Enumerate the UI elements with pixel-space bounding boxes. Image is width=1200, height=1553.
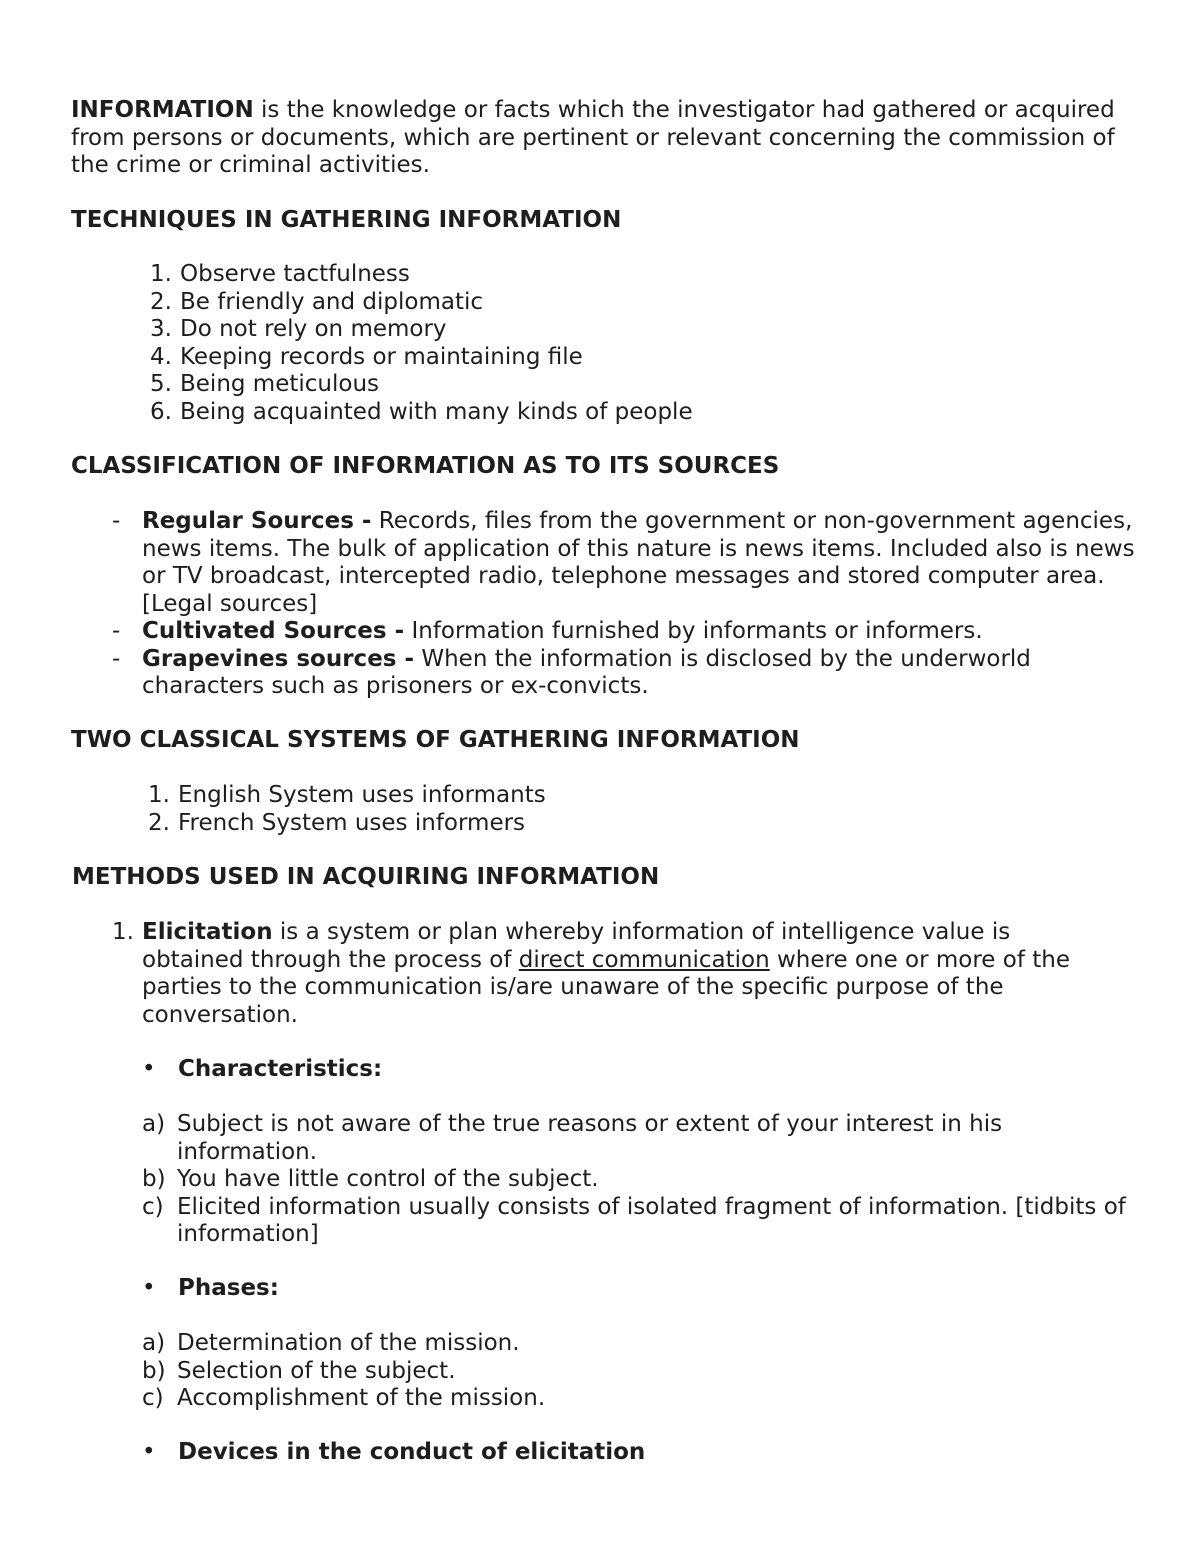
intro-paragraph (71, 97, 1141, 180)
devices-bullet: • Devices in the conduct of elicitation (142, 1439, 646, 1465)
characteristics-label: Characteristics: (178, 1056, 383, 1082)
list-item: 3. Do not rely on memory (150, 316, 447, 342)
list-item: - Regular Sources - Records, files from the government or non-government agencies, news items. The bulk of application of this nature is news items. Included also is news or TV broadcast, intercepted radio, telephone messages and stored computer area. [Legal sources] (112, 508, 1135, 617)
phases-bullet: • Phases: (142, 1275, 279, 1301)
systems-heading: TWO CLASSICAL SYSTEMS OF GATHERING INFORMATION (71, 727, 800, 753)
characteristics-bullet: • Characteristics: (142, 1056, 383, 1082)
list-item: - Cultivated Sources - Information furnished by informants or informers. (112, 618, 983, 644)
list-item: a) Determination of the mission. (142, 1330, 520, 1356)
methods-list (112, 919, 1102, 1029)
devices-label: Devices in the conduct of elicitation (178, 1439, 646, 1465)
phases-list (142, 1330, 1142, 1413)
list-item: 2. French System uses informers (148, 809, 526, 836)
list-item: 6. Being acquainted with many kinds of people (150, 398, 693, 425)
list-item: 1. Elicitation is a system or plan whereby information of intelligence value is obtained through the process of direct communication where one or more of the parties to the communication is/are unaware of the specific purpose of the conversation. (112, 919, 1070, 1028)
list-item: 4. Keeping records or maintaining file (150, 343, 583, 370)
list-item: a) Subject is not aware of the true reasons or extent of your interest in his information. (142, 1111, 1003, 1165)
list-item: c) Elicited information usually consists of isolated fragment of information. [tidbits of information] (142, 1193, 1126, 1247)
list-item: 5. Being meticulous (150, 371, 380, 397)
techniques-heading: TECHNIQUES IN GATHERING INFORMATION (71, 207, 622, 233)
list-item: b) You have little control of the subject. (142, 1166, 599, 1192)
systems-list (148, 782, 546, 837)
characteristics-list (142, 1111, 1142, 1249)
intro-text: is the knowledge or facts which the investigator had gathered or acquired from persons or documents, which are pertinent or relevant concerning the commission of the crime or criminal activities. (71, 97, 1115, 178)
list-item: 1. Observe tactfulness (150, 261, 410, 287)
phases-label: Phases: (178, 1275, 279, 1301)
methods-heading: METHODS USED IN ACQUIRING INFORMATION (72, 864, 660, 890)
classification-heading: CLASSIFICATION OF INFORMATION AS TO ITS SOURCES (71, 453, 780, 479)
classification-list (112, 508, 1142, 701)
list-item: c) Accomplishment of the mission. (142, 1385, 546, 1411)
techniques-list (150, 261, 693, 426)
list-item: - Grapevines sources - When the information is disclosed by the underworld characters such as prisoners or ex-convicts. (112, 645, 1031, 699)
list-item: 2. Be friendly and diplomatic (150, 288, 484, 315)
list-item: 1. English System uses informants (148, 782, 546, 808)
intro-term: INFORMATION (71, 97, 254, 123)
list-item: b) Selection of the subject. (142, 1357, 456, 1384)
